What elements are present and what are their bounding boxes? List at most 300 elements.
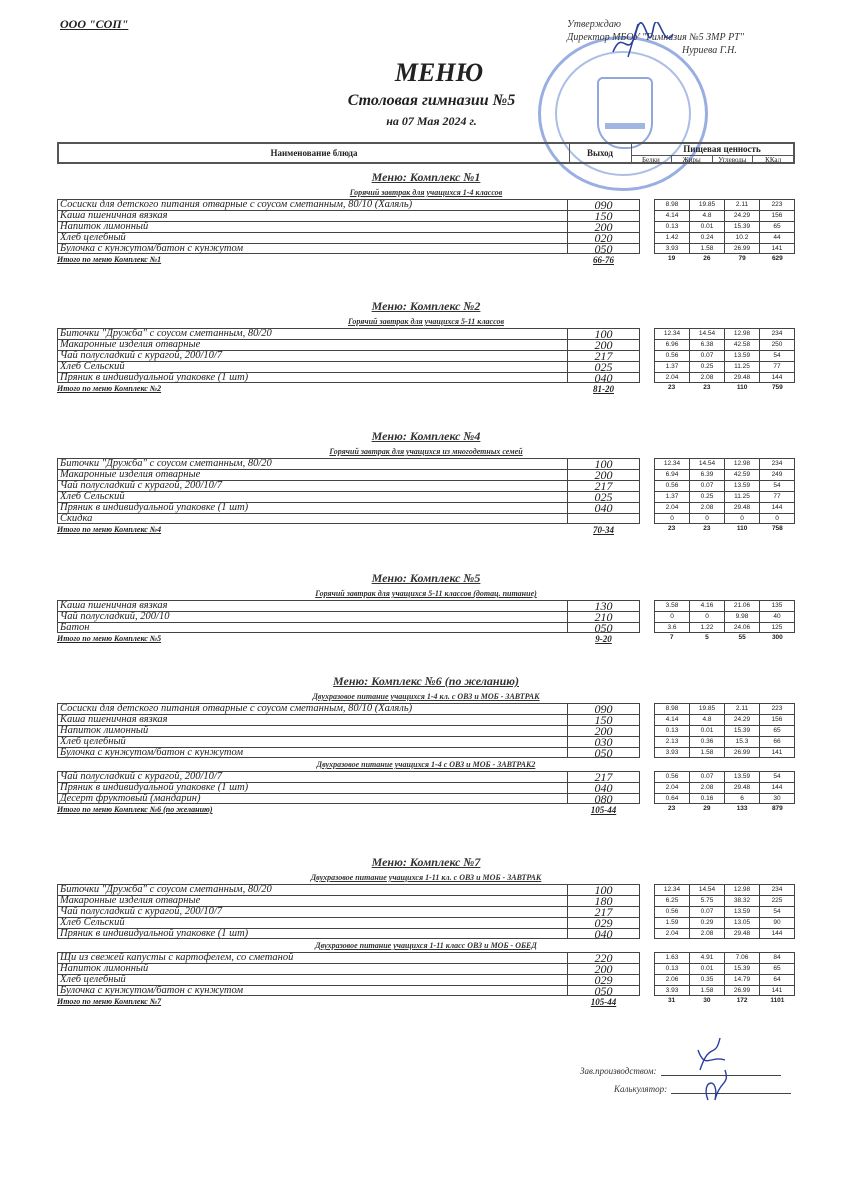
menu-section bbox=[57, 427, 795, 536]
proteins-value: 6.25 bbox=[655, 896, 690, 906]
fats-value: 5.75 bbox=[690, 896, 725, 906]
kcal-value: 234 bbox=[771, 460, 783, 467]
kcal-value: 66 bbox=[773, 738, 781, 745]
carbs-value: 26.99 bbox=[725, 244, 760, 253]
table-row bbox=[57, 328, 795, 339]
dish-output: 220 bbox=[567, 952, 640, 963]
dish-output: 025 bbox=[567, 491, 640, 502]
dish-name: Биточки "Дружба" с соусом сметанным, 80/20 bbox=[57, 458, 567, 469]
proteins-value: 2.06 bbox=[655, 975, 690, 985]
carbs-value: 6 bbox=[725, 794, 760, 803]
table-row bbox=[57, 917, 795, 928]
section-total-row bbox=[57, 383, 795, 395]
table-row bbox=[57, 199, 795, 210]
carbs-value: 29.48 bbox=[725, 373, 760, 382]
total-fats: 30 bbox=[703, 997, 711, 1004]
proteins-value: 12.34 bbox=[655, 885, 690, 895]
fats-value: 6.39 bbox=[690, 470, 725, 480]
dish-name: Батон bbox=[57, 622, 567, 633]
fats-value: 4.8 bbox=[690, 211, 725, 221]
dish-name: Чай полусладкий с курагой, 200/10/7 bbox=[57, 480, 567, 491]
dish-output: 150 bbox=[567, 210, 640, 221]
carbs-value: 13.59 bbox=[725, 351, 760, 361]
dish-output: 050 bbox=[567, 747, 640, 758]
menu-section bbox=[57, 853, 795, 1008]
dish-output: 040 bbox=[567, 928, 640, 939]
dish-name: Десерт фруктовый (мандарин) bbox=[57, 793, 567, 804]
section-title: Меню: Комплекс №1 bbox=[371, 170, 481, 184]
column-fats: Жиры bbox=[672, 156, 713, 164]
page-title: МЕНЮ bbox=[394, 58, 484, 87]
dish-name: Пряник в индивидуальной упаковке (1 шт) bbox=[57, 372, 567, 383]
group-subtitle: Двухразовое питание учащихся 1-11 кл. с ОВЗ и МОБ - ЗАВТРАК bbox=[310, 873, 542, 882]
table-row bbox=[57, 372, 795, 383]
column-proteins: Белки bbox=[631, 156, 672, 164]
dish-table bbox=[57, 703, 795, 758]
proteins-value: 12.34 bbox=[655, 329, 690, 339]
dish-output bbox=[567, 513, 640, 524]
kcal-value: 64 bbox=[773, 976, 781, 983]
kcal-value: 44 bbox=[773, 234, 781, 241]
dish-output: 200 bbox=[567, 963, 640, 974]
fats-value: 4.16 bbox=[690, 601, 725, 611]
fats-value: 0.01 bbox=[690, 964, 725, 974]
total-proteins: 31 bbox=[668, 997, 676, 1004]
dish-output: 050 bbox=[567, 985, 640, 996]
total-price: 105-44 bbox=[590, 805, 617, 815]
kcal-value: 65 bbox=[773, 965, 781, 972]
carbs-value: 2.11 bbox=[725, 200, 760, 210]
kcal-value: 54 bbox=[773, 773, 781, 780]
fats-value: 19.85 bbox=[690, 200, 725, 210]
table-row bbox=[57, 513, 795, 524]
dish-output: 090 bbox=[567, 199, 640, 210]
dish-name: Чай полусладкий с курагой, 200/10/7 bbox=[57, 771, 567, 782]
table-row bbox=[57, 221, 795, 232]
carbs-value: 38.32 bbox=[725, 896, 760, 906]
proteins-value: 1.42 bbox=[655, 233, 690, 243]
table-row bbox=[57, 782, 795, 793]
dish-output: 029 bbox=[567, 974, 640, 985]
table-row bbox=[57, 963, 795, 974]
carbs-value: 24.29 bbox=[725, 715, 760, 725]
fats-value: 0.07 bbox=[690, 481, 725, 491]
kcal-value: 135 bbox=[771, 602, 783, 609]
organization-name: ООО "СОП" bbox=[60, 17, 129, 31]
section-total-row bbox=[57, 254, 795, 266]
menu-section bbox=[57, 569, 795, 645]
dish-output: 217 bbox=[567, 480, 640, 491]
total-proteins: 7 bbox=[669, 634, 674, 641]
total-price: 70-34 bbox=[593, 525, 614, 535]
kcal-value: 234 bbox=[771, 330, 783, 337]
dish-output: 130 bbox=[567, 600, 640, 611]
section-title: Меню: Комплекс №5 bbox=[371, 571, 481, 585]
production-head-label: Зав.производством: bbox=[580, 1066, 657, 1076]
total-fats: 5 bbox=[705, 634, 709, 641]
carbs-value: 15.3 bbox=[725, 737, 760, 747]
proteins-value: 12.34 bbox=[655, 459, 690, 469]
proteins-value: 0.56 bbox=[655, 772, 690, 782]
carbs-value: 29.48 bbox=[725, 503, 760, 513]
dish-output: 200 bbox=[567, 339, 640, 350]
group-subtitle: Двухразовое питание учащихся 1-11 класс ОВЗ и МОБ - ОБЕД bbox=[315, 941, 537, 950]
kcal-value: 223 bbox=[771, 705, 783, 712]
carbs-value: 13.59 bbox=[725, 481, 760, 491]
total-proteins: 23 bbox=[668, 525, 676, 532]
fats-value: 0.07 bbox=[690, 907, 725, 917]
total-carbs: 110 bbox=[736, 384, 748, 391]
table-row bbox=[57, 714, 795, 725]
dish-name: Хлеб целебный bbox=[57, 736, 567, 747]
dish-name: Хлеб Сельский bbox=[57, 917, 567, 928]
proteins-value: 0.56 bbox=[655, 481, 690, 491]
fats-value: 4.8 bbox=[690, 715, 725, 725]
kcal-value: 156 bbox=[771, 716, 783, 723]
total-label: Итого по меню Комплекс №1 bbox=[57, 255, 162, 264]
total-fats: 23 bbox=[703, 384, 711, 391]
carbs-value: 13.05 bbox=[725, 918, 760, 928]
dish-name: Каша пшеничная вязкая bbox=[57, 210, 567, 221]
total-kcal: 879 bbox=[771, 805, 783, 812]
proteins-value: 6.94 bbox=[655, 470, 690, 480]
kcal-value: 141 bbox=[771, 749, 783, 756]
column-nutrition bbox=[631, 144, 793, 162]
table-row bbox=[57, 895, 795, 906]
page-subtitle: Столовая гимназии №5 bbox=[347, 92, 516, 109]
carbs-value: 9.98 bbox=[725, 612, 760, 622]
proteins-value: 0.64 bbox=[655, 794, 690, 803]
section-total-row bbox=[57, 804, 795, 816]
dish-name: Хлеб целебный bbox=[57, 974, 567, 985]
total-carbs: 55 bbox=[738, 634, 746, 641]
kcal-value: 30 bbox=[773, 795, 781, 802]
section-title: Меню: Комплекс №4 bbox=[371, 429, 481, 443]
carbs-value: 12.98 bbox=[725, 329, 760, 339]
proteins-value: 0 bbox=[655, 612, 690, 622]
menu-date: на 07 Мая 2024 г. bbox=[386, 114, 477, 128]
kcal-value: 225 bbox=[771, 897, 783, 904]
dish-output: 180 bbox=[567, 895, 640, 906]
dish-output: 100 bbox=[567, 328, 640, 339]
fats-value: 2.08 bbox=[690, 373, 725, 382]
fats-value: 0.07 bbox=[690, 351, 725, 361]
proteins-value: 2.04 bbox=[655, 929, 690, 938]
kcal-value: 77 bbox=[773, 493, 781, 500]
carbs-value: 12.98 bbox=[725, 459, 760, 469]
table-row bbox=[57, 210, 795, 221]
table-row bbox=[57, 611, 795, 622]
proteins-value: 0.56 bbox=[655, 351, 690, 361]
kcal-value: 250 bbox=[771, 341, 783, 348]
proteins-value: 0.56 bbox=[655, 907, 690, 917]
dish-name: Щи из свежей капусты с картофелем, со сметаной bbox=[57, 952, 567, 963]
dish-name: Булочка с кунжутом/батон с кунжутом bbox=[57, 985, 567, 996]
total-kcal: 300 bbox=[771, 634, 783, 641]
proteins-value: 0 bbox=[655, 514, 690, 523]
kcal-value: 65 bbox=[773, 223, 781, 230]
fats-value: 0.01 bbox=[690, 726, 725, 736]
dish-table bbox=[57, 328, 795, 383]
dish-name: Хлеб Сельский bbox=[57, 491, 567, 502]
proteins-value: 2.04 bbox=[655, 783, 690, 793]
total-proteins: 23 bbox=[668, 805, 676, 812]
proteins-value: 1.37 bbox=[655, 492, 690, 502]
kcal-value: 249 bbox=[771, 471, 783, 478]
table-row bbox=[57, 952, 795, 963]
dish-name: Биточки "Дружба" с соусом сметанным, 80/20 bbox=[57, 884, 567, 895]
dish-name: Пряник в индивидуальной упаковке (1 шт) bbox=[57, 782, 567, 793]
dish-output: 200 bbox=[567, 725, 640, 736]
total-label: Итого по меню Комплекс №7 bbox=[57, 997, 162, 1006]
fats-value: 0.25 bbox=[690, 362, 725, 372]
group-subtitle: Горячий завтрак для учащихся 1-4 классов bbox=[349, 188, 503, 197]
approval-line-2: Директор МБОУ "Гимназия №5 ЗМР РТ" bbox=[567, 32, 744, 43]
fats-value: 0 bbox=[690, 612, 725, 622]
total-carbs: 133 bbox=[736, 805, 748, 812]
table-row bbox=[57, 884, 795, 895]
proteins-value: 1.59 bbox=[655, 918, 690, 928]
table-row bbox=[57, 350, 795, 361]
table-row bbox=[57, 703, 795, 714]
fats-value: 1.58 bbox=[690, 748, 725, 757]
carbs-value: 42.59 bbox=[725, 470, 760, 480]
dish-output: 210 bbox=[567, 611, 640, 622]
column-carbs: Углеводы bbox=[713, 156, 754, 164]
table-row bbox=[57, 502, 795, 513]
dish-name: Хлеб Сельский bbox=[57, 361, 567, 372]
production-head-line bbox=[580, 1066, 781, 1076]
dish-output: 050 bbox=[567, 622, 640, 633]
dish-table bbox=[57, 884, 795, 939]
carbs-value: 7.06 bbox=[725, 953, 760, 963]
section-title: Меню: Комплекс №2 bbox=[371, 299, 481, 313]
kcal-value: 84 bbox=[773, 954, 781, 961]
proteins-value: 3.93 bbox=[655, 244, 690, 253]
table-row bbox=[57, 736, 795, 747]
kcal-value: 90 bbox=[773, 919, 781, 926]
fats-value: 14.54 bbox=[690, 459, 725, 469]
fats-value: 2.08 bbox=[690, 503, 725, 513]
carbs-value: 24.29 bbox=[725, 211, 760, 221]
table-row bbox=[57, 747, 795, 758]
dish-table bbox=[57, 952, 795, 996]
carbs-value: 0 bbox=[725, 514, 760, 523]
fats-value: 19.85 bbox=[690, 704, 725, 714]
fats-value: 0.35 bbox=[690, 975, 725, 985]
proteins-value: 3.93 bbox=[655, 986, 690, 995]
table-row bbox=[57, 974, 795, 985]
table-row bbox=[57, 793, 795, 804]
group-subtitle: Двухразовое питание учащихся 1-4 с ОВЗ и МОБ - ЗАВТРАК2 bbox=[316, 760, 536, 769]
carbs-value: 10.2 bbox=[725, 233, 760, 243]
total-price: 81-20 bbox=[593, 384, 614, 394]
kcal-value: 54 bbox=[773, 482, 781, 489]
fats-value: 14.54 bbox=[690, 329, 725, 339]
total-proteins: 23 bbox=[668, 384, 676, 391]
kcal-value: 144 bbox=[771, 374, 783, 381]
menu-section bbox=[57, 672, 795, 816]
section-total-row bbox=[57, 524, 795, 536]
dish-name: Пряник в индивидуальной упаковке (1 шт) bbox=[57, 928, 567, 939]
kcal-value: 156 bbox=[771, 212, 783, 219]
menu-section bbox=[57, 168, 795, 266]
dish-name: Хлеб целебный bbox=[57, 232, 567, 243]
dish-name: Сосиски для детского питания отварные с соусом сметанным, 80/10 (Халяль) bbox=[57, 703, 567, 714]
dish-name: Булочка с кунжутом/батон с кунжутом bbox=[57, 747, 567, 758]
proteins-value: 4.14 bbox=[655, 211, 690, 221]
total-carbs: 79 bbox=[738, 255, 746, 262]
dish-name: Скидка bbox=[57, 513, 567, 524]
fats-value: 0.36 bbox=[690, 737, 725, 747]
fats-value: 0.01 bbox=[690, 222, 725, 232]
fats-value: 0.25 bbox=[690, 492, 725, 502]
total-price: 66-76 bbox=[593, 255, 614, 265]
dish-name: Булочка с кунжутом/батон с кунжутом bbox=[57, 243, 567, 254]
total-carbs: 172 bbox=[736, 997, 748, 1004]
table-row bbox=[57, 928, 795, 939]
table-row bbox=[57, 725, 795, 736]
proteins-value: 2.04 bbox=[655, 373, 690, 382]
section-title: Меню: Комплекс №7 bbox=[371, 855, 481, 869]
table-row bbox=[57, 243, 795, 254]
carbs-value: 26.99 bbox=[725, 748, 760, 757]
dish-output: 040 bbox=[567, 372, 640, 383]
dish-name: Макаронные изделия отварные bbox=[57, 339, 567, 350]
table-row bbox=[57, 985, 795, 996]
table-row bbox=[57, 600, 795, 611]
total-fats: 26 bbox=[703, 255, 711, 262]
director-signature-icon bbox=[608, 22, 678, 62]
fats-value: 2.08 bbox=[690, 783, 725, 793]
carbs-value: 29.48 bbox=[725, 783, 760, 793]
dish-output: 050 bbox=[567, 243, 640, 254]
carbs-value: 11.25 bbox=[725, 362, 760, 372]
kcal-value: 40 bbox=[773, 613, 781, 620]
kcal-value: 234 bbox=[771, 886, 783, 893]
carbs-value: 42.58 bbox=[725, 340, 760, 350]
fats-value: 1.58 bbox=[690, 244, 725, 253]
kcal-value: 125 bbox=[771, 624, 783, 631]
dish-output: 217 bbox=[567, 906, 640, 917]
total-kcal: 1101 bbox=[770, 997, 785, 1004]
dish-table bbox=[57, 771, 795, 804]
dish-output: 100 bbox=[567, 884, 640, 895]
calculator-signature-icon bbox=[690, 1030, 740, 1110]
total-kcal: 758 bbox=[771, 525, 783, 532]
dish-name: Пряник в индивидуальной упаковке (1 шт) bbox=[57, 502, 567, 513]
fats-value: 0.07 bbox=[690, 772, 725, 782]
column-dish-name: Наименование блюда bbox=[59, 144, 570, 162]
table-header bbox=[57, 142, 795, 164]
approval-line-3: Нуриева Г.Н. bbox=[682, 45, 737, 56]
dish-name: Каша пшеничная вязкая bbox=[57, 600, 567, 611]
dish-output: 080 bbox=[567, 793, 640, 804]
carbs-value: 21.06 bbox=[725, 601, 760, 611]
carbs-value: 12.98 bbox=[725, 885, 760, 895]
approval-line-1: Утверждаю bbox=[567, 19, 621, 30]
carbs-value: 13.59 bbox=[725, 772, 760, 782]
proteins-value: 3.93 bbox=[655, 748, 690, 757]
dish-output: 217 bbox=[567, 771, 640, 782]
group-subtitle: Горячий завтрак для учащихся из многодетных семей bbox=[329, 447, 523, 456]
section-total-row bbox=[57, 996, 795, 1008]
proteins-value: 2.04 bbox=[655, 503, 690, 513]
dish-name: Напиток лимонный bbox=[57, 963, 567, 974]
total-label: Итого по меню Комплекс №4 bbox=[57, 525, 162, 534]
dish-output: 090 bbox=[567, 703, 640, 714]
proteins-value: 8.98 bbox=[655, 704, 690, 714]
dish-output: 029 bbox=[567, 917, 640, 928]
dish-name: Сосиски для детского питания отварные с соусом сметанным, 80/10 (Халяль) bbox=[57, 199, 567, 210]
total-price: 9-20 bbox=[595, 634, 612, 644]
group-subtitle: Двухразовое питание учащихся 1-4 кл. с ОВЗ и МОБ - ЗАВТРАК bbox=[312, 692, 540, 701]
proteins-value: 0.13 bbox=[655, 964, 690, 974]
table-row bbox=[57, 622, 795, 633]
column-output: Выход bbox=[569, 144, 632, 162]
carbs-value: 24.06 bbox=[725, 623, 760, 632]
fats-value: 14.54 bbox=[690, 885, 725, 895]
total-fats: 23 bbox=[703, 525, 711, 532]
kcal-value: 223 bbox=[771, 201, 783, 208]
fats-value: 6.38 bbox=[690, 340, 725, 350]
dish-name: Чай полусладкий, 200/10 bbox=[57, 611, 567, 622]
carbs-value: 15.39 bbox=[725, 726, 760, 736]
kcal-value: 0 bbox=[775, 515, 779, 522]
kcal-value: 54 bbox=[773, 908, 781, 915]
dish-output: 100 bbox=[567, 458, 640, 469]
total-carbs: 110 bbox=[736, 525, 748, 532]
total-kcal: 629 bbox=[771, 255, 783, 262]
carbs-value: 29.48 bbox=[725, 929, 760, 938]
proteins-value: 8.98 bbox=[655, 200, 690, 210]
group-subtitle: Горячий завтрак для учащихся 5-11 классов bbox=[347, 317, 505, 326]
fats-value: 0.24 bbox=[690, 233, 725, 243]
dish-output: 040 bbox=[567, 782, 640, 793]
dish-output: 030 bbox=[567, 736, 640, 747]
fats-value: 2.08 bbox=[690, 929, 725, 938]
dish-table bbox=[57, 199, 795, 254]
fats-value: 1.58 bbox=[690, 986, 725, 995]
table-row bbox=[57, 458, 795, 469]
dish-name: Напиток лимонный bbox=[57, 221, 567, 232]
column-kcal: ККал bbox=[765, 156, 782, 164]
table-row bbox=[57, 339, 795, 350]
proteins-value: 1.63 bbox=[655, 953, 690, 963]
fats-value: 0 bbox=[690, 514, 725, 523]
dish-table bbox=[57, 600, 795, 633]
section-total-row bbox=[57, 633, 795, 645]
total-kcal: 759 bbox=[771, 384, 783, 391]
proteins-value: 3.58 bbox=[655, 601, 690, 611]
kcal-value: 54 bbox=[773, 352, 781, 359]
dish-output: 150 bbox=[567, 714, 640, 725]
dish-name: Макаронные изделия отварные bbox=[57, 895, 567, 906]
proteins-value: 6.96 bbox=[655, 340, 690, 350]
kcal-value: 144 bbox=[771, 930, 783, 937]
carbs-value: 2.11 bbox=[725, 704, 760, 714]
dish-name: Чай полусладкий с курагой, 200/10/7 bbox=[57, 906, 567, 917]
dish-name: Чай полусладкий с курагой, 200/10/7 bbox=[57, 350, 567, 361]
nutrition-label: Пищевая ценность bbox=[631, 144, 793, 156]
proteins-value: 4.14 bbox=[655, 715, 690, 725]
dish-name: Макаронные изделия отварные bbox=[57, 469, 567, 480]
dish-output: 217 bbox=[567, 350, 640, 361]
section-title: Меню: Комплекс №6 (по желанию) bbox=[333, 674, 519, 688]
kcal-value: 141 bbox=[771, 245, 783, 252]
menu-section bbox=[57, 297, 795, 395]
total-price: 105-44 bbox=[590, 997, 617, 1007]
